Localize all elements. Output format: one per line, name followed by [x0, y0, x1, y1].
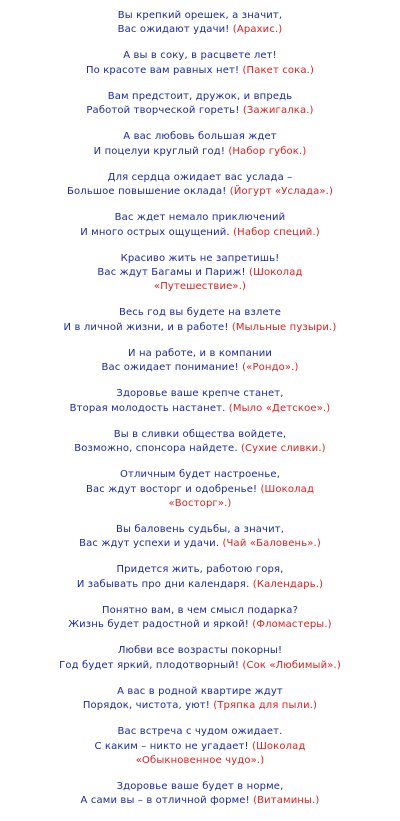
- verse: [0, 780, 400, 808]
- verse-line-text: Вас ждет немало приключений: [114, 212, 286, 224]
- verse-line-text: Вас ожидают удачи!: [117, 24, 233, 36]
- verse-line-text: Для сердца ожидает вас услада –: [107, 171, 293, 183]
- gift-label: «Обыкновенное чудо».): [135, 754, 265, 766]
- gift-label: (Набор специй.): [233, 226, 320, 238]
- verse-line: [0, 49, 400, 63]
- verse-line-text: По красоте вам равных нет!: [85, 64, 243, 76]
- verse: [0, 563, 400, 591]
- gift-label: (Мыло «Детское».): [228, 402, 331, 414]
- verse-line-text: И много острых ощущений.: [80, 226, 234, 238]
- verse-line-text: Весь год вы будете на взлете: [118, 307, 282, 319]
- verse-line-text: Вас ждут успехи и удачи.: [79, 538, 223, 550]
- verse-line-text: Отличным будет настроенье,: [119, 469, 281, 481]
- gift-label: (Фломастеры.): [252, 619, 332, 631]
- gift-label: (Мыльные пузыри.): [231, 321, 337, 333]
- gift-label: (Арахис.): [232, 24, 283, 36]
- verse-line: [0, 226, 400, 240]
- verse-line-text: Вы в сливки общества войдете,: [113, 428, 287, 440]
- gift-label: (Календарь.): [252, 578, 324, 590]
- verse: [0, 347, 400, 375]
- verse-line: [0, 754, 400, 768]
- verse-line: [0, 685, 400, 699]
- verse-line-text: Большое повышение оклада!: [67, 186, 230, 198]
- verse-line: [0, 90, 400, 104]
- verse-line: [0, 442, 400, 456]
- verse: [0, 306, 400, 334]
- gift-label: («Рондо».): [242, 362, 299, 374]
- verse-line-text: Понятно вам, в чем смысл подарка?: [101, 604, 299, 616]
- gift-label: (Шоколад: [249, 267, 303, 278]
- verse-line-text: Придется жить, работою горя,: [116, 564, 284, 576]
- verse-line: [0, 497, 400, 511]
- verse-line: [0, 794, 400, 808]
- verse-line-text: А вас любовь большая ждет: [123, 131, 277, 143]
- gift-label: (Чай «Баловень».): [222, 538, 321, 550]
- verse: [0, 725, 400, 767]
- gift-label: «Путешествие».): [153, 281, 247, 293]
- verse-line: [0, 23, 400, 37]
- verse-line: [0, 185, 400, 199]
- verse-line: [0, 428, 400, 442]
- verse-line: [0, 740, 400, 754]
- verse: [0, 468, 400, 510]
- verse-line: [0, 563, 400, 577]
- verse: [0, 604, 400, 632]
- verse-line-text: Вторая молодость настанет.: [69, 402, 229, 414]
- verse-line-text: Вам предстоит, дружок, и впредь: [107, 90, 293, 102]
- verse: [0, 252, 400, 294]
- verse-line-text: Год будет яркий, плодотворный!: [59, 659, 243, 671]
- verse-line: [0, 537, 400, 551]
- verse-line-text: А вас в родной квартире ждут: [117, 685, 283, 697]
- verse-line: [0, 387, 400, 401]
- verse: [0, 211, 400, 239]
- gift-label: (Пакет сока.): [242, 64, 315, 76]
- verse-line: [0, 347, 400, 361]
- verse-line: [0, 9, 400, 23]
- verse-line-text: Здоровье ваше будет в норме,: [116, 781, 284, 792]
- gift-label: (Сухие сливки.): [241, 443, 326, 455]
- verse: [0, 171, 400, 199]
- verse-line: [0, 725, 400, 739]
- verse-line: [0, 659, 400, 673]
- verse-line-text: И в личной жизни, и в работе!: [63, 321, 232, 333]
- verse-line-text: Вас ждут Багамы и Париж!: [97, 267, 250, 278]
- gift-label: (Витамины.): [253, 795, 320, 807]
- verse-line-text: Вы баловень судьбы, а значит,: [115, 524, 285, 535]
- verse-line: [0, 361, 400, 375]
- verse: [0, 90, 400, 118]
- verse-line: [0, 306, 400, 320]
- verse-line: [0, 321, 400, 335]
- verse-line: [0, 468, 400, 482]
- verse-line: [0, 104, 400, 118]
- verse-line-text: И забывать про дни календаря.: [76, 578, 253, 590]
- verse-line: [0, 604, 400, 618]
- gift-label: (Сок «Любимый».): [242, 659, 341, 671]
- verse-line-text: А сами вы – в отличной форме!: [80, 795, 254, 807]
- verse-line: [0, 402, 400, 416]
- verse-line: [0, 578, 400, 592]
- verse: [0, 387, 400, 415]
- gift-label: (Йогурт «Услада».): [229, 186, 333, 198]
- verse-line: [0, 280, 400, 294]
- verse-line: [0, 523, 400, 537]
- gift-label: «Восторг».): [168, 497, 232, 509]
- verse-line: [0, 252, 400, 266]
- verse-line: [0, 699, 400, 713]
- verse-line-text: А вы в соку, в расцвете лет!: [123, 50, 277, 62]
- verse-line-text: Работой творческой гореть!: [86, 105, 243, 117]
- verse-line-text: Порядок, чистота, уют!: [82, 700, 214, 712]
- verse-line-text: Любви все возрасты покорны!: [117, 645, 283, 657]
- verse: [0, 523, 400, 551]
- verse-line-text: Здоровье ваше крепче станет,: [116, 388, 284, 400]
- verse-line: [0, 780, 400, 794]
- gift-label: (Шоколад: [252, 740, 306, 752]
- verse-line-text: Вас ждут восторг и одобренье!: [85, 483, 261, 495]
- verse-line: [0, 266, 400, 280]
- verse-line: [0, 130, 400, 144]
- verse-line-text: Возможно, спонсора найдете.: [74, 443, 241, 455]
- verse-line-text: С каким – никто не угадает!: [94, 740, 253, 752]
- verse-line-text: Жизнь будет радостной и яркой!: [68, 619, 253, 631]
- verse-line: [0, 483, 400, 497]
- verse-line-text: Вас ожидает понимание!: [101, 362, 243, 374]
- verse-line-text: Красиво жить не запретишь!: [120, 252, 280, 264]
- verse-line: [0, 211, 400, 225]
- gift-label: (Зажигалка.): [242, 105, 314, 117]
- verse: [0, 428, 400, 456]
- verse-line: [0, 171, 400, 185]
- verse-line: [0, 618, 400, 632]
- verse-line: [0, 64, 400, 78]
- verse-line-text: И на работе, и в компании: [127, 347, 272, 359]
- verse: [0, 685, 400, 713]
- verse: [0, 49, 400, 77]
- verse: [0, 9, 400, 37]
- verse-line-text: Вы крепкий орешек, а значит,: [117, 10, 283, 21]
- gift-label: (Тряпка для пыли.): [213, 700, 318, 712]
- verse-line: [0, 145, 400, 159]
- verse: [0, 644, 400, 672]
- verse-line-text: Вас встреча с чудом ожидает.: [117, 726, 283, 738]
- verse: [0, 130, 400, 158]
- verse-line-text: И поцелуи круглый год!: [93, 145, 229, 157]
- gift-label: (Шоколад: [260, 483, 315, 495]
- gift-label: (Набор губок.): [228, 145, 307, 157]
- verse-line: [0, 644, 400, 658]
